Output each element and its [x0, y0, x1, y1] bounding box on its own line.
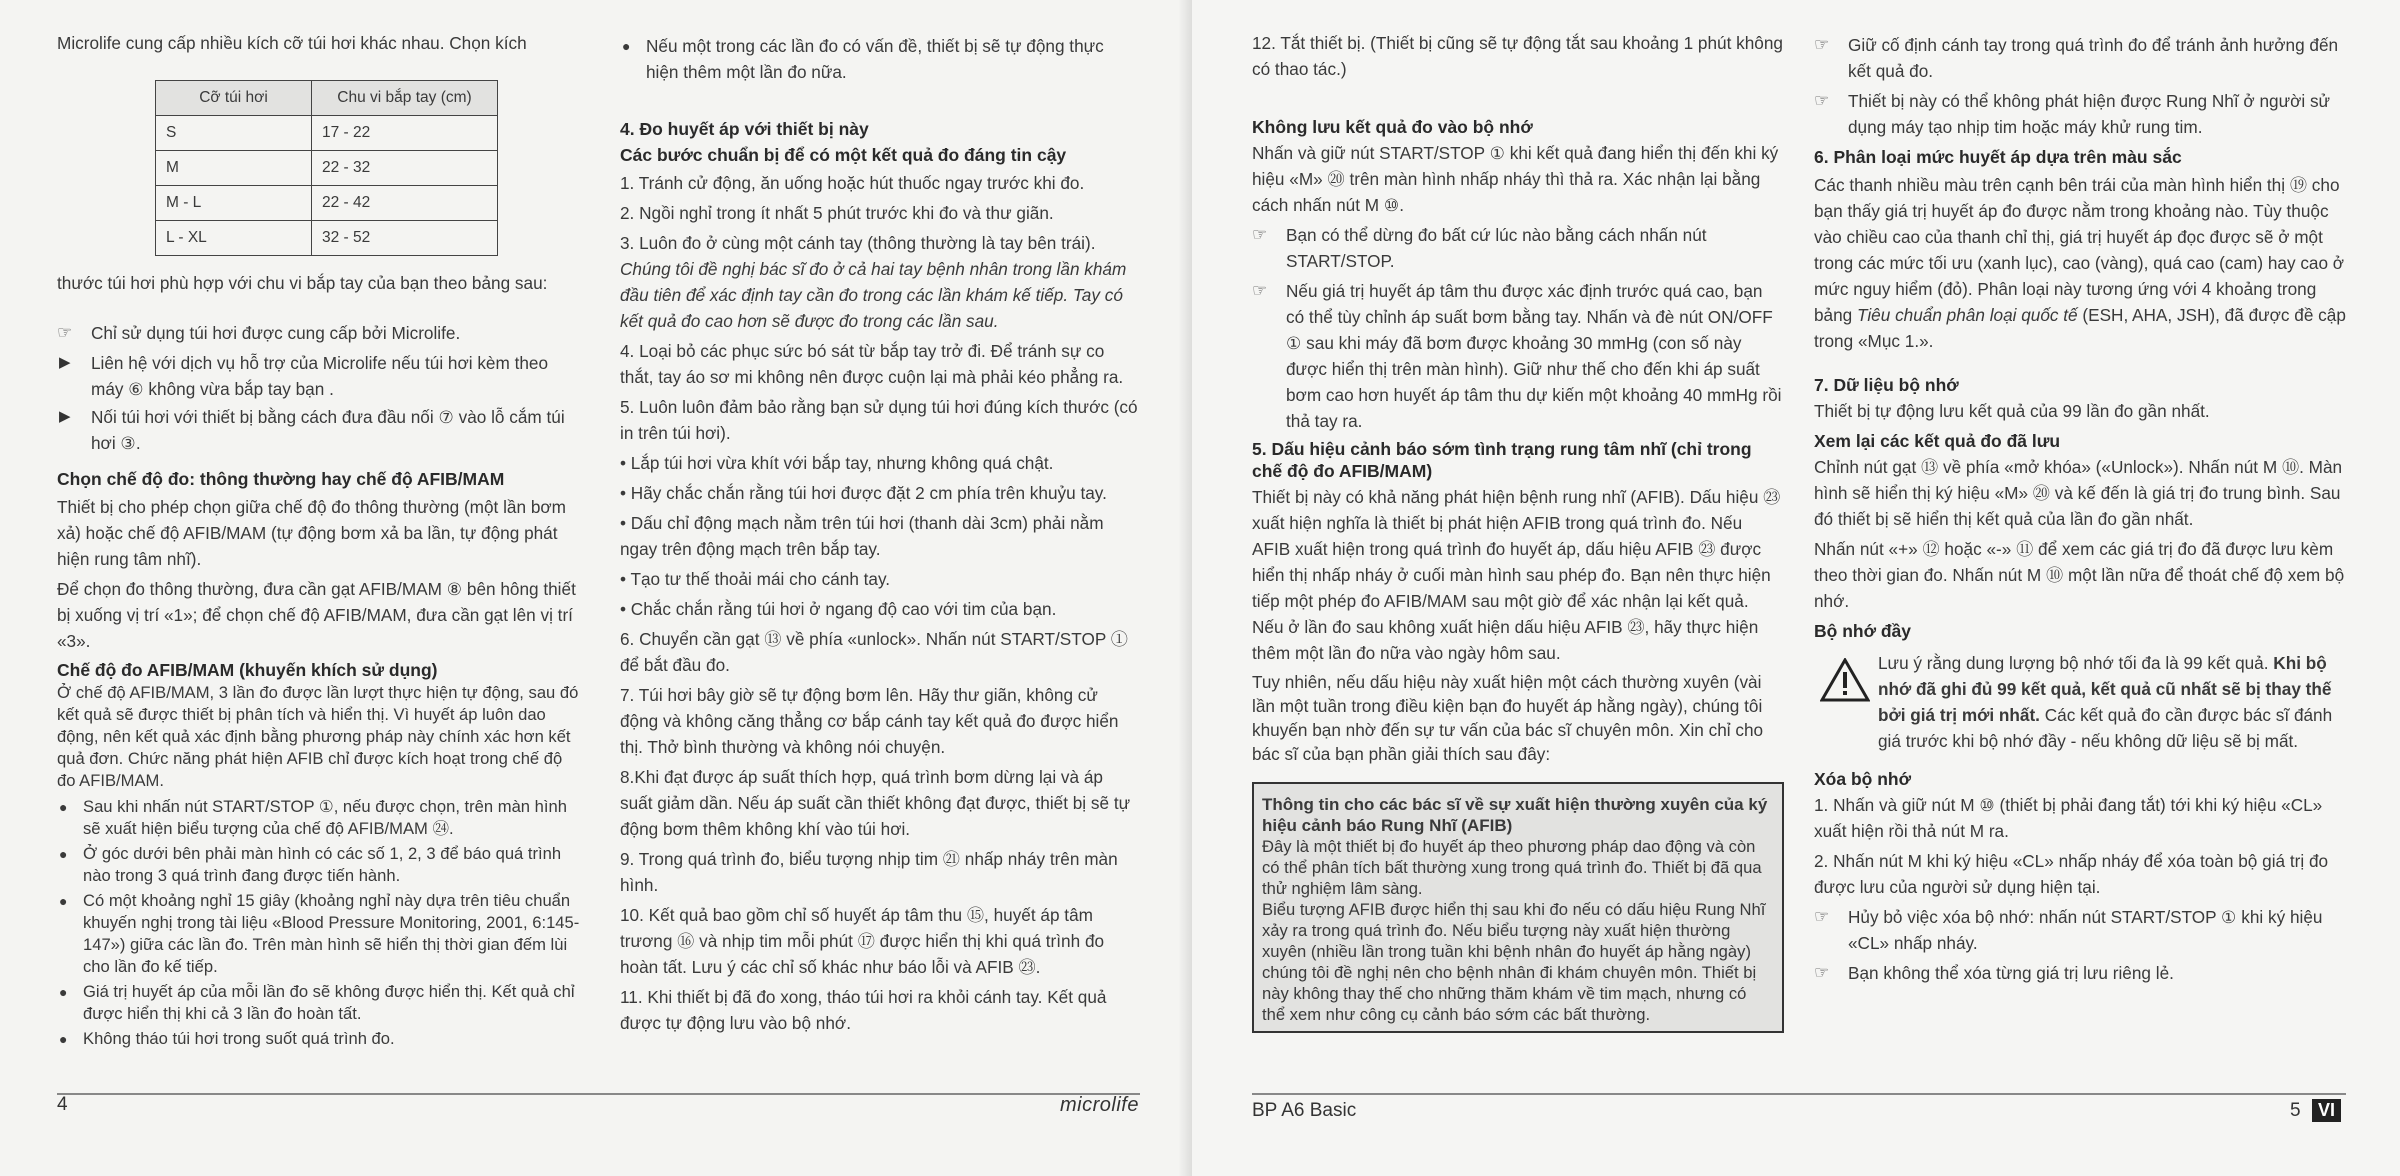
list-text: Ở góc dưới bên phải màn hình có các số 1, 2, 3 để báo quá trình nào trong 3 quá trình đang được tiến hành.	[83, 844, 562, 885]
list-item	[57, 1028, 585, 1050]
list-text: Nếu một trong các lần đo có vấn đề, thiết bị sẽ tự động thực hiện thêm một lần đo nữa.	[646, 36, 1104, 82]
note	[1814, 960, 2346, 986]
dash-text: Lắp túi hơi vừa khít với bắp tay, nhưng không quá chật.	[630, 453, 1054, 473]
list-text: Có một khoảng nghỉ 15 giây (khoảng nghỉ này dựa trên tiêu chuẩn khuyến nghị trong tài liệu «Blood Pressure Monitoring, 2001, 6:145-147») giữa các lần đo. Trên màn hình sẽ hiển thị thời gian đếm lùi cho lần đo kế tiếp.	[83, 891, 580, 976]
paragraph: Thiết bị tự động lưu kết quả của 99 lần đo gần nhất.	[1814, 401, 2210, 421]
bullet-icon: ●	[59, 984, 68, 1000]
arrow-text: Nối túi hơi với thiết bị bằng cách đưa đầu nối ⑦ vào lỗ cắm túi hơi ③.	[91, 407, 565, 453]
step: 9. Trong quá trình đo, biểu tượng nhịp tim ㉑ nhấp nháy trên màn hình.	[620, 849, 1118, 895]
paragraph	[1814, 172, 2346, 354]
pointing-hand-icon: ☞	[1814, 91, 1830, 110]
caution-text: Lưu ý rằng dung lượng bộ nhớ tối đa là 99 kết quả.	[1878, 653, 2274, 673]
section-heading: Không lưu kết quả đo vào bộ nhớ	[1252, 117, 1533, 137]
table-row	[156, 221, 498, 256]
table-cell: M - L	[156, 186, 312, 221]
bullet-icon: ●	[622, 38, 631, 54]
page-number: 5	[2290, 1100, 2301, 1121]
section-heading: 4. Đo huyết áp với thiết bị này	[620, 119, 869, 139]
pointing-hand-icon: ☞	[1814, 907, 1830, 926]
memory-full-caution	[1814, 650, 2346, 754]
table-row	[156, 116, 498, 151]
triangle-right-icon: ▶	[59, 408, 71, 425]
note	[1252, 222, 1784, 274]
note	[1814, 904, 2346, 956]
step-text: 3. Luôn đo ở cùng một cánh tay (thông thường là tay bên trái).	[620, 233, 1096, 253]
footer-rule	[57, 1093, 1140, 1095]
box-paragraph: Biểu tượng AFIB được hiển thị sau khi đo nếu có dấu hiệu Rung Nhĩ xảy ra trong quá trình đo. Nếu biểu tượng này xuất hiện thường xuyên (nhiều lần trong tuần khi bệnh nhân đo huyết áp hằng ngày) chúng tôi đề nghị nên cho bệnh nhân đi khám chuyên môn. Thiết bị này không thay thế cho những thăm khám về tim mạch, nhưng có thể xem như công cụ cảnh báo sớm các bất thường.	[1262, 900, 1766, 1024]
table-cell: S	[156, 116, 312, 151]
list-item	[57, 890, 585, 978]
note	[1252, 278, 1784, 434]
note-text: Giữ cố định cánh tay trong quá trình đo để tránh ảnh hưởng đến kết quả đo.	[1848, 35, 2339, 81]
column-1	[57, 30, 585, 1053]
triangle-right-icon: ▶	[59, 354, 71, 371]
step: 12. Tắt thiết bị. (Thiết bị cũng sẽ tự động tắt sau khoảng 1 phút không có thao tác.)	[1252, 33, 1783, 79]
pointing-hand-icon: ☞	[1252, 281, 1268, 300]
paragraph: Ở chế độ AFIB/MAM, 3 lần đo được lần lượt thực hiện tự động, sau đó kết quả sẽ được thiết bị phân tích và hiển thị. Vì huyết áp luôn dao động, nên kết quả xác định bằng phương pháp này chính xác hơn kết quả đơn. Chức năng phát hiện AFIB chỉ được kích hoạt trong chế độ đo AFIB/MAM.	[57, 683, 579, 790]
arrow-item	[57, 404, 585, 456]
pointing-hand-icon: ☞	[1814, 35, 1830, 54]
cuff-size-table	[155, 80, 498, 256]
step: 1. Tránh cử động, ăn uống hoặc hút thuốc ngay trước khi đo.	[620, 173, 1085, 193]
dash-item: • Tạo tư thế thoải mái cho cánh tay.	[620, 569, 891, 589]
step: 8.Khi đạt được áp suất thích hợp, quá trình bơm dừng lại và áp suất giảm dần. Nếu áp suất cần thiết không đạt được, thiết bị sẽ tự động bơm thêm không khí vào túi hơi.	[620, 767, 1131, 839]
list-item	[57, 981, 585, 1025]
step: 7. Túi hơi bây giờ sẽ tự động bơm lên. Hãy thư giãn, không cử động và không căng thẳng cơ bắp cánh tay kết quả đo được hiển thị. Thở bình thường và không nói chuyện.	[620, 685, 1119, 757]
box-paragraph: Đây là một thiết bị đo huyết áp theo phương pháp dao động và còn có thể phân tích bất thường xung trong quá trình đo. Thiết bị đã qua thử nghiệm lâm sàng.	[1262, 837, 1762, 898]
paragraph: Để chọn đo thông thường, đưa cần gạt AFIB/MAM ⑧ bên hông thiết bị xuống vị trí «1»; để chọn chế độ AFIB/MAM, đưa cần gạt lên vị trí «3».	[57, 579, 576, 651]
arrow-item	[57, 350, 585, 402]
note	[57, 320, 585, 346]
step: 6. Chuyển cần gạt ⑬ về phía «unlock». Nhấn nút START/STOP ① để bắt đầu đo.	[620, 629, 1128, 675]
table-header: Chu vi bắp tay (cm)	[312, 81, 498, 116]
subsection-heading: Các bước chuẩn bị để có một kết quả đo đáng tin cậy	[620, 145, 1067, 165]
step	[620, 230, 1140, 334]
bullet-icon: ●	[59, 799, 68, 815]
step: 5. Luôn luôn đảm bảo rằng bạn sử dụng túi hơi đúng kích thước (có in trên túi hơi).	[620, 397, 1138, 443]
note-text: Hủy bỏ việc xóa bộ nhớ: nhấn nút START/STOP ① khi ký hiệu «CL» nhấp nháy.	[1848, 907, 2323, 953]
section-heading: 7. Dữ liệu bộ nhớ	[1814, 375, 1959, 395]
pointing-hand-icon: ☞	[57, 323, 73, 342]
table-row	[156, 186, 498, 221]
step: 11. Khi thiết bị đã đo xong, tháo túi hơi ra khỏi cánh tay. Kết quả được tự động lưu vào bộ nhớ.	[620, 987, 1107, 1033]
list-text: Sau khi nhấn nút START/STOP ①, nếu được chọn, trên màn hình sẽ xuất hiện biểu tượng của chế độ AFIB/MAM ㉔.	[83, 797, 567, 838]
table-row	[156, 151, 498, 186]
subsection-heading: Xóa bộ nhớ	[1814, 769, 1912, 789]
table-cell: 17 - 22	[312, 116, 498, 151]
dash-text: Dấu chỉ động mạch nằm trên túi hơi (thanh dài 3cm) phải nằm ngay trên động mạch trên bắp tay.	[620, 513, 1104, 559]
paragraph-italic-text: Tiêu chuẩn phân loại quốc tế	[1857, 305, 2078, 325]
table-cell: 22 - 32	[312, 151, 498, 186]
cuff-intro: Microlife cung cấp nhiều kích cỡ túi hơi khác nhau. Chọn kích	[57, 33, 527, 53]
dash-item: • Lắp túi hơi vừa khít với bắp tay, nhưng không quá chật.	[620, 453, 1054, 473]
caution-bold-text: Khi bộ nhớ đã ghi đủ 99 kết quả, kết quả cũ nhất sẽ bị thay thế bởi giá trị mới nhất.	[1878, 653, 2332, 725]
dash-item: • Hãy chắc chắn rằng túi hơi được đặt 2 cm phía trên khuỷu tay.	[620, 483, 1107, 503]
pointing-hand-icon: ☞	[1814, 963, 1830, 982]
table-header: Cỡ túi hơi	[156, 81, 312, 116]
subsection-heading: Bộ nhớ đầy	[1814, 621, 1912, 641]
paragraph-text: Các thanh nhiều màu trên cạnh bên trái của màn hình hiển thị ⑲ cho bạn thấy giá trị huyết áp đo được nằm trong khoảng nào. Tùy thuộc vào chiều cao của thanh chỉ thị, giá trị huyết áp đọc được sẽ ở một trong các mức tối ưu (xanh lục), cao (vàng), quá cao (cam) hay cao ở mức nguy hiểm (đỏ). Phân loại này tương ứng với 4 khoảng trong bảng	[1814, 175, 2345, 325]
table-header-row	[156, 81, 498, 116]
warning-triangle-icon	[1820, 658, 1870, 702]
list-text: Không tháo túi hơi trong suốt quá trình đo.	[83, 1029, 395, 1048]
note-text: Nếu giá trị huyết áp tâm thu được xác định trước quá cao, bạn có thể tùy chỉnh áp suất bơm bằng tay. Nhấn và đè nút ON/OFF ① sau khi máy đã bơm được khoảng 30 mmHg (con số này được hiển thị trên màn hình). Giữ như thế cho đến khi áp suất bơm cao hơn huyết áp tâm thu dự kiến một khoảng 40 mmHg rồi thả tay ra.	[1286, 281, 1782, 431]
list-item	[57, 843, 585, 887]
table-cell: M	[156, 151, 312, 186]
list-item	[620, 33, 1140, 85]
paragraph: Tuy nhiên, nếu dấu hiệu này xuất hiện một cách thường xuyên (vài lần một tuần trong điều kiện bạn đo huyết áp hằng ngày), chúng tôi khuyến bạn nhờ đến sự tư vấn của bác sĩ chuyên môn. Xin chỉ cho bác sĩ của bạn phần giải thích sau đây:	[1252, 672, 1764, 764]
table-cell: L - XL	[156, 221, 312, 256]
language-badge: VI	[2312, 1099, 2341, 1122]
dash-text: Tạo tư thế thoải mái cho cánh tay.	[630, 569, 891, 589]
section-heading: 5. Dấu hiệu cảnh báo sớm tình trạng rung tâm nhĩ (chỉ trong chế độ đo AFIB/MAM)	[1252, 439, 1752, 481]
arrow-text: Liên hệ với dịch vụ hỗ trợ của Microlife nếu túi hơi kèm theo máy ⑥ không vừa bắp tay bạn .	[91, 353, 549, 399]
footer-rule	[1252, 1093, 2346, 1095]
dash-item: • Chắc chắn rằng túi hơi ở ngang độ cao với tim của bạn.	[620, 599, 1057, 619]
list-item	[57, 796, 585, 840]
table-cell: 22 - 42	[312, 186, 498, 221]
page-5	[1192, 0, 2400, 1176]
paragraph: Thiết bị cho phép chọn giữa chế độ đo thông thường (một lần bơm xả) hoặc chế độ AFIB/MAM (tự động bơm xả ba lần, tự động phát hiện rung tâm nhĩ).	[57, 497, 566, 569]
table-cell: 32 - 52	[312, 221, 498, 256]
column-2	[620, 30, 1140, 1040]
note	[1814, 32, 2346, 84]
note-text: Bạn không thể xóa từng giá trị lưu riêng lẻ.	[1848, 963, 2174, 983]
step: 10. Kết quả bao gồm chỉ số huyết áp tâm thu ⑮, huyết áp tâm trương ⑯ và nhịp tim mỗi phút ⑰ được hiển thị khi quá trình đo hoàn tất. Lưu ý các chỉ số khác như báo lỗi và AFIB ㉓.	[620, 905, 1105, 977]
step: 2. Ngồi nghỉ trong ít nhất 5 phút trước khi đo và thư giãn.	[620, 203, 1054, 223]
paragraph: Nhấn nút «+» ⑫ hoặc «-» ⑪ để xem các giá trị đo đã được lưu kèm theo thời gian đo. Nhấn nút M ⑩ một lần nữa để thoát chế độ xem bộ nhớ.	[1814, 539, 2345, 611]
pointing-hand-icon: ☞	[1252, 225, 1268, 244]
column-4	[1814, 30, 2346, 990]
dash-text: Hãy chắc chắn rằng túi hơi được đặt 2 cm phía trên khuỷu tay.	[630, 483, 1107, 503]
bullet-icon: ●	[59, 893, 68, 909]
paragraph: Thiết bị này có khả năng phát hiện bệnh rung nhĩ (AFIB). Dấu hiệu ㉓ xuất hiện nghĩa là thiết bị phát hiện AFIB trong quá trình đo. Nếu AFIB xuất hiện trong quá trình đo huyết áp, dấu hiệu AFIB ㉓ được hiển thị nhấp nháy ở cuối màn hình sau phép đo. Bạn nên thực hiện tiếp một phép đo AFIB/MAM sau một giờ để xác nhận lại kết quả. Nếu ở lần đo sau không xuất hiện dấu hiệu AFIB ㉓, hãy thực hiện thêm một lần đo nữa vào ngày hôm sau.	[1252, 487, 1781, 663]
step: 4. Loại bỏ các phục sức bó sát từ bắp tay trở đi. Để tránh sự co thắt, tay áo sơ mi không nên được cuộn lại mà phải kéo phẳng ra.	[620, 341, 1124, 387]
note-text: Thiết bị này có thể không phát hiện được Rung Nhĩ ở người sử dụng máy tạo nhịp tim hoặc máy khử rung tim.	[1848, 91, 2331, 137]
cuff-after-table: thước túi hơi phù hợp với chu vi bắp tay của bạn theo bảng sau:	[57, 273, 548, 293]
section-heading: Chọn chế độ đo: thông thường hay chế độ AFIB/MAM	[57, 469, 505, 489]
dash-text: Chắc chắn rằng túi hơi ở ngang độ cao với tim của bạn.	[630, 599, 1057, 619]
bullet-icon: ●	[59, 846, 68, 862]
dash-item: • Dấu chỉ động mạch nằm trên túi hơi (thanh dài 3cm) phải nằm ngay trên động mạch trên bắp tay.	[620, 513, 1104, 559]
page-number: 4	[57, 1094, 68, 1115]
section-heading: 6. Phân loại mức huyết áp dựa trên màu sắc	[1814, 147, 2182, 167]
paragraph: Nhấn và giữ nút START/STOP ① khi kết quả đang hiển thị đến khi ký hiệu «M» ⑳ trên màn hình nhấp nháy thì thả ra. Xác nhận lại bằng cách nhấn nút M ⑩.	[1252, 143, 1779, 215]
box-title: Thông tin cho các bác sĩ về sự xuất hiện thường xuyên của ký hiệu cảnh báo Rung Nhĩ (AFIB)	[1262, 795, 1768, 835]
note-text: Bạn có thể dừng đo bất cứ lúc nào bằng cách nhấn nút START/STOP.	[1286, 225, 1707, 271]
bullet-icon: ●	[59, 1031, 68, 1047]
section-heading: Chế độ đo AFIB/MAM (khuyến khích sử dụng)	[57, 660, 438, 680]
caution-text: Các kết quả đo cần được bác sĩ đánh giá trước khi bộ nhớ đầy - nếu không dữ liệu sẽ bị mất.	[1878, 705, 2333, 751]
subsection-heading: Xem lại các kết quả đo đã lưu	[1814, 431, 2061, 451]
paragraph-text: (ESH, AHA, JSH), đã được đề cập trong «Mục 1.».	[1814, 305, 2346, 351]
physician-info-box	[1252, 782, 1784, 1033]
brand-logo: microlife	[1060, 1094, 1139, 1116]
note	[1814, 88, 2346, 140]
note-text: Chỉ sử dụng túi hơi được cung cấp bởi Microlife.	[91, 323, 461, 343]
model-name: BP A6 Basic	[1252, 1100, 1357, 1121]
column-3	[1252, 30, 1784, 1033]
paragraph: Chỉnh nút gạt ⑬ về phía «mở khóa» («Unlock»). Nhấn nút M ⑩. Màn hình sẽ hiển thị ký hiệu «M» ⑳ và kế đến là giá trị đo trung bình. Sau đó thiết bị sẽ hiển thị kết quả của lần đo gần nhất.	[1814, 457, 2343, 529]
step-italic-text: Chúng tôi đề nghị bác sĩ đo ở cả hai tay bệnh nhân trong lần khám đầu tiên để xác định tay cần đo trong các lần khám kế tiếp. Tay có kết quả đo cao hơn sẽ được đo trong các lần sau.	[620, 259, 1127, 331]
page-4	[0, 0, 1192, 1176]
list-text: Giá trị huyết áp của mỗi lần đo sẽ không được hiển thị. Kết quả chỉ được hiển thị khi cả 3 lần đo hoàn tất.	[83, 982, 575, 1023]
step: 2. Nhấn nút M khi ký hiệu «CL» nhấp nháy để xóa toàn bộ giá trị đo được lưu của người sử dụng hiện tại.	[1814, 851, 2329, 897]
step: 1. Nhấn và giữ nút M ⑩ (thiết bị phải đang tắt) tới khi ký hiệu «CL» xuất hiện rồi thả nút M ra.	[1814, 795, 2323, 841]
